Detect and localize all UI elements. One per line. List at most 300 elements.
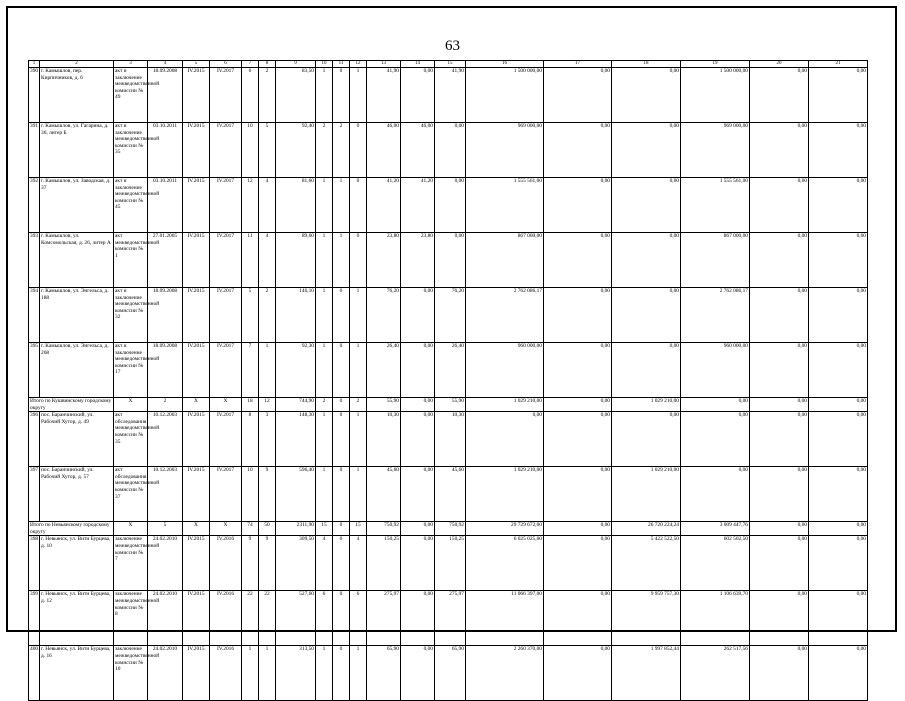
table-cell: 1 [316,343,333,398]
table-cell: 9 959 757,30 [612,591,681,646]
table-cell: IV.2017 [210,288,242,343]
table-cell: 1 [259,343,276,398]
table-row [29,536,868,591]
table-cell: 41,90 [435,68,466,123]
table-cell: 0,00 [750,646,809,701]
table-cell: 275,97 [367,591,401,646]
table-cell: 9 [259,536,276,591]
table-cell: г. Камышлов, ул. Заводская, д. 37 [40,178,114,233]
table-cell: 15 [316,522,333,536]
table-cell: 0,00 [401,412,435,467]
table-cell: 2 762 086,17 [681,288,750,343]
table-cell: 0,00 [750,522,809,536]
column-number: 5 [183,61,210,68]
table-row [29,467,868,522]
table-cell: 0,00 [612,288,681,343]
table-cell: 397 [29,467,40,522]
table-cell: 18.09.2008 [148,288,183,343]
table-cell: 1 [316,178,333,233]
table-cell: 0,00 [435,123,466,178]
column-number: 13 [367,61,401,68]
table-cell: 148,30 [276,412,316,467]
subtotal-row [29,522,868,536]
table-cell: 960 000,00 [681,343,750,398]
table-cell: 0,00 [401,68,435,123]
table-cell: 18.09.2008 [148,68,183,123]
table-cell: 45,60 [367,467,401,522]
table-cell: 0,00 [750,123,809,178]
table-cell: 81,60 [276,178,316,233]
table-cell: 0,00 [544,398,612,412]
table-cell: 0,00 [466,412,544,467]
table-cell: 0,00 [544,536,612,591]
table-cell: акт и заключение межведомственной комиссии № 32 [114,288,148,343]
table-cell: 0 [333,343,350,398]
column-number: 16 [466,61,544,68]
table-cell: 0,00 [681,412,750,467]
table-cell: 7 [242,343,259,398]
table-cell: 395 [29,343,40,398]
table-cell: 4 [259,233,276,288]
column-number: 12 [350,61,367,68]
table-cell: IV.2016 [210,646,242,701]
table-cell: IV.2017 [210,343,242,398]
table-cell: 0,00 [809,398,868,412]
table-cell: 0,00 [750,536,809,591]
table-cell: заключение межведомственной комиссии № 10 [114,646,148,701]
column-number: 8 [259,61,276,68]
table-cell: 0,00 [612,412,681,467]
table-cell: 10.12.2003 [148,412,183,467]
table-cell: IV.2017 [210,68,242,123]
table-cell: 0,00 [544,123,612,178]
table-cell: 1 500 000,00 [466,68,544,123]
column-number: 6 [210,61,242,68]
table-cell: 10.12.2003 [148,467,183,522]
table-cell: X [114,398,148,412]
table-cell: 1 [316,288,333,343]
table-cell: 0 [333,288,350,343]
subtotal-label: Итого по Невьянскому городскому округу [29,522,114,536]
table-cell: 0,00 [750,591,809,646]
table-cell: 26 720 224,24 [612,522,681,536]
table-cell: 262 517,56 [681,646,750,701]
table-cell: 22 [259,591,276,646]
table-cell: 0,00 [544,288,612,343]
table-cell: 10,30 [367,412,401,467]
table-cell: акт и заключение межведомственной комиссии № 17 [114,343,148,398]
table-cell: 41,90 [367,68,401,123]
table-cell: IV.2015 [183,123,210,178]
table-row [29,591,868,646]
table-cell: 6 [316,591,333,646]
table-cell: 3 009 447,76 [681,522,750,536]
table-cell: 1 [333,178,350,233]
table-cell: 0,00 [544,412,612,467]
table-cell: заключение межведомственной комиссии № 8 [114,591,148,646]
table-cell: 0,00 [435,233,466,288]
table-cell: 960 000,00 [466,343,544,398]
table-cell: 750,92 [435,522,466,536]
table-cell: 0,00 [750,68,809,123]
table-cell: 2 [333,123,350,178]
table-cell: пос. Баранчинский, ул. Рабочий Хутор, д. 49 [40,412,114,467]
table-cell: 41,20 [367,178,401,233]
table-cell: 4 [350,536,367,591]
table-cell: 0,00 [750,467,809,522]
table-cell: 2 [316,123,333,178]
table-cell: 1 997 852,44 [612,646,681,701]
table-cell: 1 [242,646,259,701]
table-cell: 12 [259,398,276,412]
table-cell: 0 [333,536,350,591]
table-cell: 750,92 [367,522,401,536]
table-cell: пос. Баранчинский, ул. Рабочий Хутор, д. 57 [40,467,114,522]
table-cell: 1 106 639,70 [681,591,750,646]
column-number: 15 [435,61,466,68]
table-cell: 46,00 [367,123,401,178]
table-cell: X [114,522,148,536]
table-cell: 392 [29,178,40,233]
table-cell: 89,60 [276,233,316,288]
table-cell: IV.2015 [183,288,210,343]
table-cell: IV.2015 [183,591,210,646]
table-cell: 0,00 [544,68,612,123]
table-cell: г. Камышлов, ул. Энгельса, д. 268 [40,343,114,398]
table-cell: 0,00 [750,343,809,398]
column-number: 11 [333,61,350,68]
table-cell: 83,50 [276,68,316,123]
table-cell: 0,00 [401,522,435,536]
table-cell: 0,00 [750,178,809,233]
column-number: 20 [750,61,809,68]
table-row [29,646,868,701]
table-cell: 0,00 [612,343,681,398]
table-cell: 309,50 [276,536,316,591]
table-cell: г. Невьянск, ул. Вити Бурцева, д. 12 [40,591,114,646]
table-cell: IV.2017 [210,123,242,178]
table-cell: 4 [259,178,276,233]
table-cell: 2311,90 [276,522,316,536]
table-cell: 0,00 [750,233,809,288]
table-cell: 1 [350,288,367,343]
table-cell: 0,00 [544,178,612,233]
column-number: 2 [40,61,114,68]
table-row [29,233,868,288]
table-cell: 5 [242,288,259,343]
table-cell: заключение межведомственной комиссии № 7 [114,536,148,591]
column-number: 21 [809,61,868,68]
table-cell: 0,00 [544,467,612,522]
table-cell: 396 [29,412,40,467]
table-cell: 1 029 210,00 [466,398,544,412]
table-cell: акт и заключение межведомственной комиссии № 45 [114,178,148,233]
table-cell: 24.02.2010 [148,646,183,701]
table-cell: 24.02.2010 [148,536,183,591]
table-cell: 45,60 [435,467,466,522]
table-cell: 969 000,00 [466,123,544,178]
table-cell: 1 500 000,00 [681,68,750,123]
table-cell: 1 [350,467,367,522]
table-cell: 10,30 [435,412,466,467]
table-cell: 18.09.2008 [148,343,183,398]
table-cell: IV.2017 [210,178,242,233]
table-cell: 11 [242,233,259,288]
table-cell: 0,00 [544,233,612,288]
table-cell: 55,90 [435,398,466,412]
table-cell: 0 [333,522,350,536]
table-cell: 1 [350,646,367,701]
table-cell: 146,10 [276,288,316,343]
table-cell: IV.2015 [183,178,210,233]
table-cell: IV.2015 [183,233,210,288]
table-cell: акт обследования межведомственной комиссии № 35 [114,412,148,467]
table-cell: 26,40 [435,343,466,398]
table-cell: 390 [29,68,40,123]
table-cell: X [183,398,210,412]
table-cell: 50 [259,522,276,536]
table-cell: X [210,398,242,412]
table-cell: г. Камышлов, ул. Энгельса, д. 188 [40,288,114,343]
table-cell: 0,00 [809,522,868,536]
table-cell: 10 [242,467,259,522]
table-cell: 1 [350,68,367,123]
table-cell: 0,00 [544,522,612,536]
table-cell: 29 729 672,00 [466,522,544,536]
table-cell: 0,00 [750,398,809,412]
table-cell: 0,00 [401,398,435,412]
table-cell: 1 555 561,00 [681,178,750,233]
table-cell: 0 [333,591,350,646]
table-cell: 0,00 [809,646,868,701]
column-number: 14 [401,61,435,68]
table-cell: 1 029 210,00 [612,467,681,522]
table-cell: г. Камышлов, ул. Комсомольская, д. 26, литер А [40,233,114,288]
column-number: 18 [612,61,681,68]
table-cell: 4 [316,536,333,591]
table-cell: 15 [350,522,367,536]
table-cell: 0 [333,646,350,701]
table-cell: 76,20 [367,288,401,343]
table-cell: 26,40 [367,343,401,398]
table-cell: 0,00 [809,288,868,343]
table-cell: IV.2015 [183,412,210,467]
table-cell: 92,30 [276,343,316,398]
table-row [29,412,868,467]
table-cell: 0,00 [681,467,750,522]
table-cell: 0 [333,412,350,467]
table-cell: акт обследования межведомственной комиссии № 37 [114,467,148,522]
table-cell: IV.2017 [210,467,242,522]
table-cell: 596,40 [276,467,316,522]
table-cell: 0,00 [809,591,868,646]
table-cell: 2 [316,398,333,412]
table-cell: акт и заключение межведомственной комиссии № 35 [114,123,148,178]
table-cell: 394 [29,288,40,343]
table-cell: 0,00 [681,398,750,412]
table-cell: 9 [259,467,276,522]
table-cell: 0,00 [809,178,868,233]
table-cell: 0,00 [809,233,868,288]
table-row [29,288,868,343]
table-cell: 0,00 [750,288,809,343]
table-cell: г. Камышлов, пер. Кирпичников, д. 6 [40,68,114,123]
table-cell: г. Камышлов, ул. Гагарина, д. 36, литер Б [40,123,114,178]
table-cell: 0,00 [809,68,868,123]
table-cell: 0 [350,233,367,288]
table-cell: 46,00 [401,123,435,178]
table-cell: X [183,522,210,536]
table-cell: 27.01.2005 [148,233,183,288]
table-cell: 0 [333,398,350,412]
table-cell: IV.2016 [210,536,242,591]
subtotal-row [29,398,868,412]
table-cell: 9 [242,536,259,591]
table-cell: 2 [259,288,276,343]
table-cell: 150,25 [367,536,401,591]
table-cell: X [210,522,242,536]
table-cell: 0 [333,467,350,522]
table-cell: 0,00 [612,68,681,123]
table-cell: 0 [350,178,367,233]
table-cell: 1 [350,343,367,398]
subtotal-label: Итого по Кушвинскому городскому округу [29,398,114,412]
table-cell: 398 [29,536,40,591]
table-cell: 74 [242,522,259,536]
table-cell: IV.2017 [210,233,242,288]
table-cell: 0,00 [612,233,681,288]
table-cell: 275,97 [435,591,466,646]
column-number: 17 [544,61,612,68]
table-cell: 1 [259,646,276,701]
table-cell: 76,20 [435,288,466,343]
table-cell: 3 [259,412,276,467]
table-cell: 0,00 [401,591,435,646]
table-cell: 41,20 [401,178,435,233]
table-cell: 5 [259,123,276,178]
table-cell: 0,00 [401,646,435,701]
table-cell: 22 [242,591,259,646]
table-cell: 5 422 522,50 [612,536,681,591]
table-cell: 2 762 086,17 [466,288,544,343]
table-cell: 23,80 [367,233,401,288]
table-cell: 6 025 025,00 [466,536,544,591]
table-cell: 12 [242,178,259,233]
table-cell: IV.2015 [183,343,210,398]
page-number: 63 [445,38,460,54]
housing-register-table [28,60,868,701]
table-cell: 0,00 [809,343,868,398]
table-cell: 602 502,50 [681,536,750,591]
table-cell: IV.2015 [183,68,210,123]
table-cell: IV.2015 [183,467,210,522]
table-cell: 0,00 [750,412,809,467]
table-cell: 65,90 [367,646,401,701]
table-cell: 2 [148,398,183,412]
table-cell: 65,90 [435,646,466,701]
table-cell: 0,00 [809,412,868,467]
table-cell: 1 [316,412,333,467]
table-cell: 23,80 [401,233,435,288]
table-cell: 393 [29,233,40,288]
table-cell: г. Невьянск, ул. Вити Бурцева, д. 16 [40,646,114,701]
table-cell: 399 [29,591,40,646]
table-cell: 150,25 [435,536,466,591]
table-cell: 2 [259,68,276,123]
table-cell: 5 [148,522,183,536]
table-cell: 0,00 [612,123,681,178]
table-cell: 0,00 [544,343,612,398]
table-cell: 313,50 [276,646,316,701]
table-cell: 0,00 [401,467,435,522]
table-cell: 55,90 [367,398,401,412]
table-cell: 744,90 [276,398,316,412]
table-cell: 2 [350,398,367,412]
table-cell: 1 [316,233,333,288]
table-cell: 18 [242,398,259,412]
table-cell: 0,00 [544,591,612,646]
table-cell: 1 555 561,00 [466,178,544,233]
table-cell: 1 [316,68,333,123]
table-cell: IV.2015 [183,646,210,701]
table-cell: 6 [350,591,367,646]
table-cell: г. Невьянск, ул. Вити Бурцева, д. 10 [40,536,114,591]
table-cell: 0,00 [544,646,612,701]
table-row [29,343,868,398]
table-cell: 0 [350,123,367,178]
table-cell: 1 [350,412,367,467]
table-cell: 1 029 210,00 [612,398,681,412]
table-cell: 8 [242,412,259,467]
table-cell: акт и заключение межведомственной комиссии № 49 [114,68,148,123]
table-row [29,123,868,178]
column-number: 19 [681,61,750,68]
column-number: 7 [242,61,259,68]
table-cell: 400 [29,646,40,701]
table-cell: 0 [333,68,350,123]
table-cell: 1 [333,233,350,288]
column-number: 10 [316,61,333,68]
table-cell: 867 000,00 [681,233,750,288]
table-cell: 92,40 [276,123,316,178]
table-cell: 03.10.2011 [148,123,183,178]
table-row [29,68,868,123]
table-cell: 391 [29,123,40,178]
table-cell: IV.2016 [210,591,242,646]
table-cell: 527,60 [276,591,316,646]
table-row [29,178,868,233]
table-cell: 1 [316,467,333,522]
table-cell: 0,00 [401,343,435,398]
table-cell: 0,00 [401,536,435,591]
column-number-row [29,61,868,68]
column-number: 3 [114,61,148,68]
table-cell: 0,00 [809,536,868,591]
table-cell: 0,00 [401,288,435,343]
table-cell: 0,00 [435,178,466,233]
table-cell: 1 [316,646,333,701]
table-cell: 03.10.2011 [148,178,183,233]
column-number: 4 [148,61,183,68]
table-cell: 0,00 [612,178,681,233]
table-cell: 24.02.2010 [148,591,183,646]
table-cell: 0,00 [809,467,868,522]
table-cell: 0,00 [809,123,868,178]
column-number: 9 [276,61,316,68]
table-cell: 6 [242,68,259,123]
table-cell: 2 260 370,00 [466,646,544,701]
table-cell: IV.2015 [183,536,210,591]
